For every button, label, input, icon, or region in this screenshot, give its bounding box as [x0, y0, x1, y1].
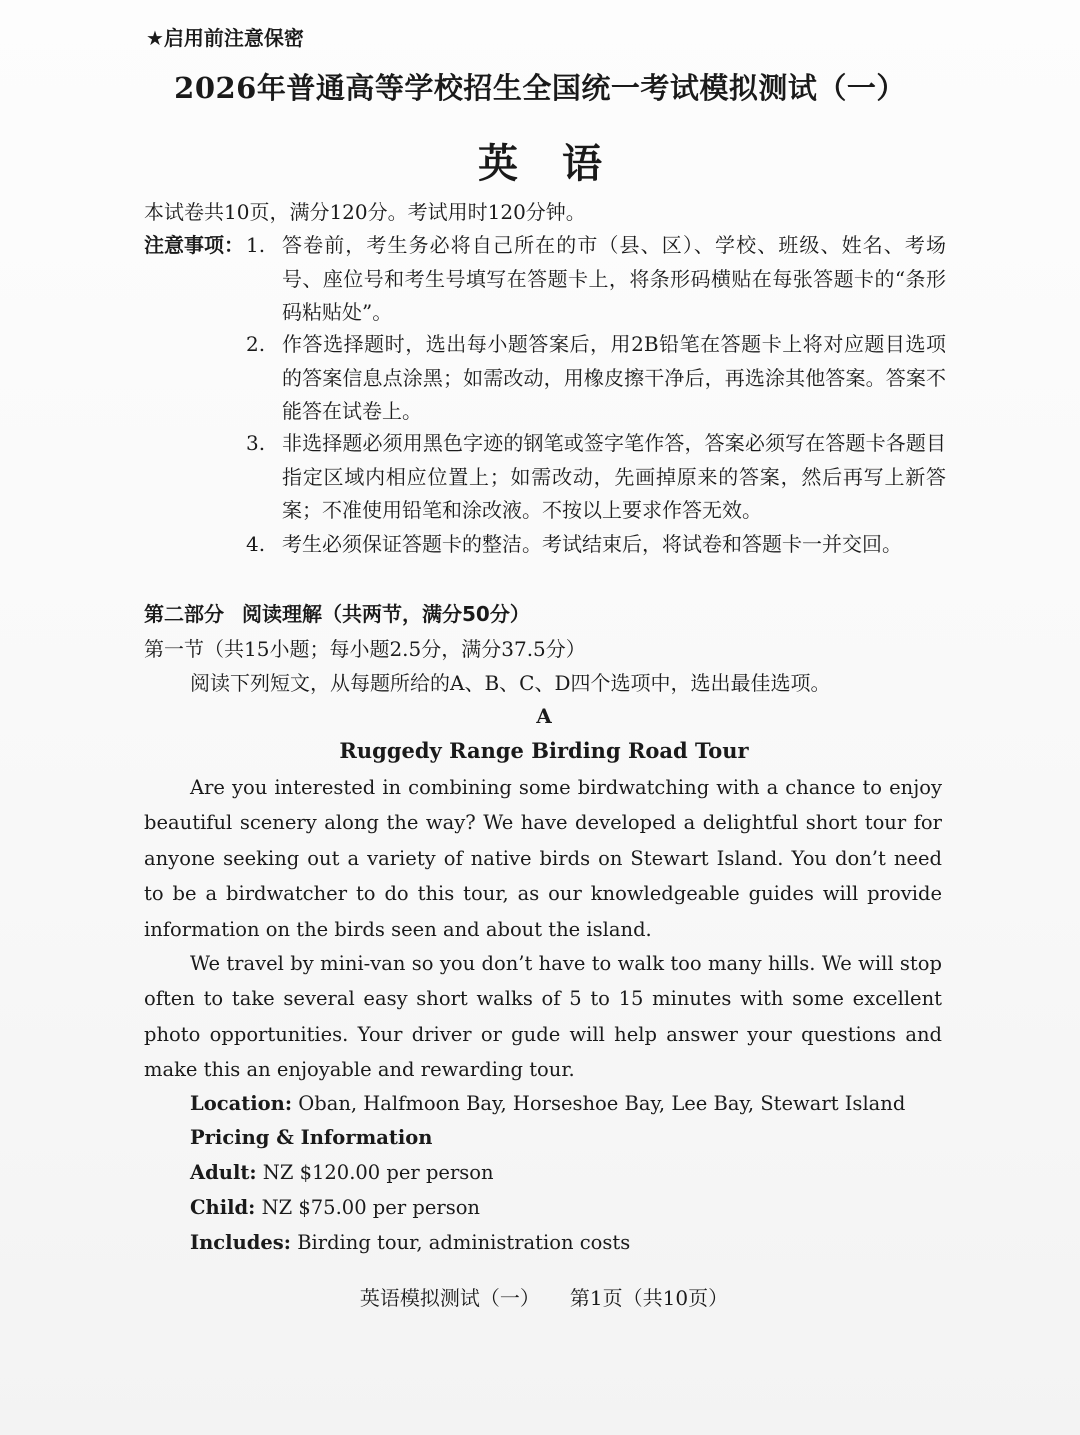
location-value: Oban, Halfmoon Bay, Horseshoe Bay, Lee Bay, Stewart Island [298, 1092, 906, 1115]
passage-paragraph-2: We travel by mini-van so you don’t have to walk too many hills. We will stop often to take several easy short walks of 5 to 15 minutes with some excellent photo opportunities. Your driver or gude will help answer your questions and make this an enjoyable and rewarding tour. [144, 952, 942, 1082]
child-value: NZ $75.00 per person [261, 1196, 480, 1219]
includes-line [190, 1231, 630, 1254]
page-footer [0, 1282, 1080, 1311]
pricing-heading [190, 1126, 432, 1149]
note-number: 2. [246, 332, 266, 356]
passage-paragraph-1: Are you interested in combining some birdwatching with a chance to enjoy beautiful scenery along the way? We have developed a delightful short tour for anyone seeking out a variety of native birds on Stewart Island. You don’t need to be a birdwatcher to do this tour, as our knowledgeable guides will provide information on the birds seen and about the island. [144, 776, 942, 941]
note-item-2 [246, 328, 946, 429]
adult-label: Adult: [190, 1161, 257, 1184]
exam-title: 2026年普通高等学校招生全国统一考试模拟测试（一） [174, 71, 906, 105]
paper-info: 本试卷共10页，满分120分。考试用时120分钟。 [144, 200, 586, 224]
part-title: 第二部分 [144, 602, 224, 626]
location-line [190, 1092, 905, 1115]
part-heading [144, 598, 530, 627]
part-detail: （共两节，满分50分） [322, 602, 530, 626]
passage-letter: A [536, 704, 552, 728]
note-text: 考生必须保证答题卡的整洁。考试结束后，将试卷和答题卡一并交回。 [282, 532, 902, 556]
includes-value: Birding tour, administration costs [297, 1231, 631, 1254]
adult-price-line [190, 1161, 494, 1184]
note-text: 作答选择题时，选出每小题答案后，用2B铅笔在答题卡上将对应题目选项的答案信息点涂黑；如需改动，用橡皮擦干净后，再选涂其他答案。答案不能答在试卷上。 [282, 332, 946, 423]
section-heading: 第一节（共15小题；每小题2.5分，满分37.5分） [144, 637, 586, 661]
confidential-notice: ★启用前注意保密 [146, 26, 304, 50]
part-name: 阅读理解 [242, 602, 322, 626]
note-number: 3. [246, 431, 266, 455]
passage-title: Ruggedy Range Birding Road Tour [339, 738, 749, 763]
subject-title: 英语 [478, 141, 646, 187]
note-item-3 [246, 427, 946, 528]
note-item-1 [246, 229, 946, 330]
note-text: 答卷前，考生务必将自己所在的市（县、区）、学校、班级、姓名、考场号、座位号和考生号填写在答题卡上，将条形码横贴在每张答题卡的“条形码粘贴处”。 [282, 233, 946, 324]
child-label: Child: [190, 1196, 256, 1219]
adult-value: NZ $120.00 per person [262, 1161, 494, 1184]
section-instructions: 阅读下列短文，从每题所给的A、B、C、D四个选项中，选出最佳选项。 [190, 671, 831, 695]
footer-subject: 英语模拟测试（一） [359, 1286, 540, 1310]
note-item-4 [246, 528, 946, 562]
pricing-heading-text: Pricing & Information [190, 1126, 433, 1149]
note-number: 1. [246, 233, 266, 257]
note-text: 非选择题必须用黑色字迹的钢笔或签字笔作答，答案必须写在答题卡各题目指定区域内相应位置上；如需改动，先画掉原来的答案，然后再写上新答案；不准使用铅笔和涂改液。不按以上要求作答无效。 [282, 431, 946, 522]
location-label: Location: [190, 1092, 293, 1115]
note-number: 4. [246, 532, 266, 556]
footer-page-number: 第1页（共10页） [569, 1286, 729, 1310]
includes-label: Includes: [190, 1231, 291, 1254]
child-price-line [190, 1196, 480, 1219]
notes-label: 注意事项： [144, 233, 244, 257]
